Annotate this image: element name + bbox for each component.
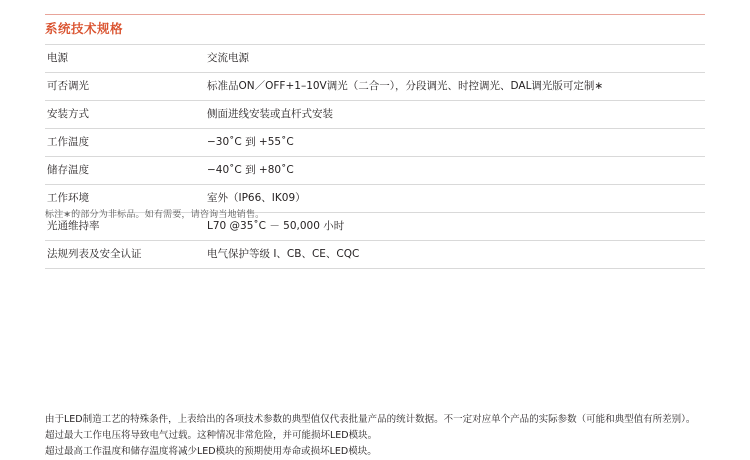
spec-label: 储存温度 — [45, 157, 199, 185]
spec-value: 室外（IP66、IK09） — [199, 185, 705, 213]
table-row — [45, 73, 705, 101]
table-row — [45, 157, 705, 185]
table-row — [45, 101, 705, 129]
asterisk-note: 标注∗的部分为非标品。如有需要，请咨询当地销售。 — [45, 210, 265, 220]
page-title: 系统技术规格 — [45, 21, 124, 36]
table-row — [45, 241, 705, 269]
spec-label: 工作温度 — [45, 129, 199, 157]
spec-value: 标准品ON／OFF+1–10V调光（二合一），分段调光、时控调光、DAL调光版可定制∗ — [199, 73, 705, 101]
spec-table-body — [45, 45, 705, 269]
title-divider — [45, 14, 705, 15]
spec-table — [45, 44, 705, 269]
spec-label: 安装方式 — [45, 101, 199, 129]
spec-value: 电气保护等级 I、CB、CE、CQC — [199, 241, 705, 269]
footnote-line: 超过最大工作电压将导致电气过载。这种情况非常危险，并可能损坏LED模块。 — [45, 430, 378, 441]
spec-label: 电源 — [45, 45, 199, 73]
spec-value: −30˚C 到 +55˚C — [199, 129, 705, 157]
spec-value: −40˚C 到 +80˚C — [199, 157, 705, 185]
spec-label: 法规列表及安全认证 — [45, 241, 199, 269]
spec-value: 交流电源 — [199, 45, 705, 73]
spec-label: 可否调光 — [45, 73, 199, 101]
spec-label: 工作环境 — [45, 185, 199, 213]
table-row — [45, 45, 705, 73]
spec-value: 侧面进线安装或直杆式安装 — [199, 101, 705, 129]
table-row — [45, 129, 705, 157]
spec-label: 光通维持率 — [45, 213, 199, 241]
footnote-line: 由于LED制造工艺的特殊条件，上表给出的各项技术参数的典型值仅代表批量产品的统计数据。不一定对应单个产品的实际参数（可能和典型值有所差别）。 — [45, 414, 696, 425]
footnote-line: 超过最高工作温度和储存温度将减少LED模块的预期使用寿命或损坏LED模块。 — [45, 446, 377, 457]
footnotes — [45, 412, 725, 460]
spec-value: L70 @35˚C － 50,000 小时 — [199, 213, 705, 241]
